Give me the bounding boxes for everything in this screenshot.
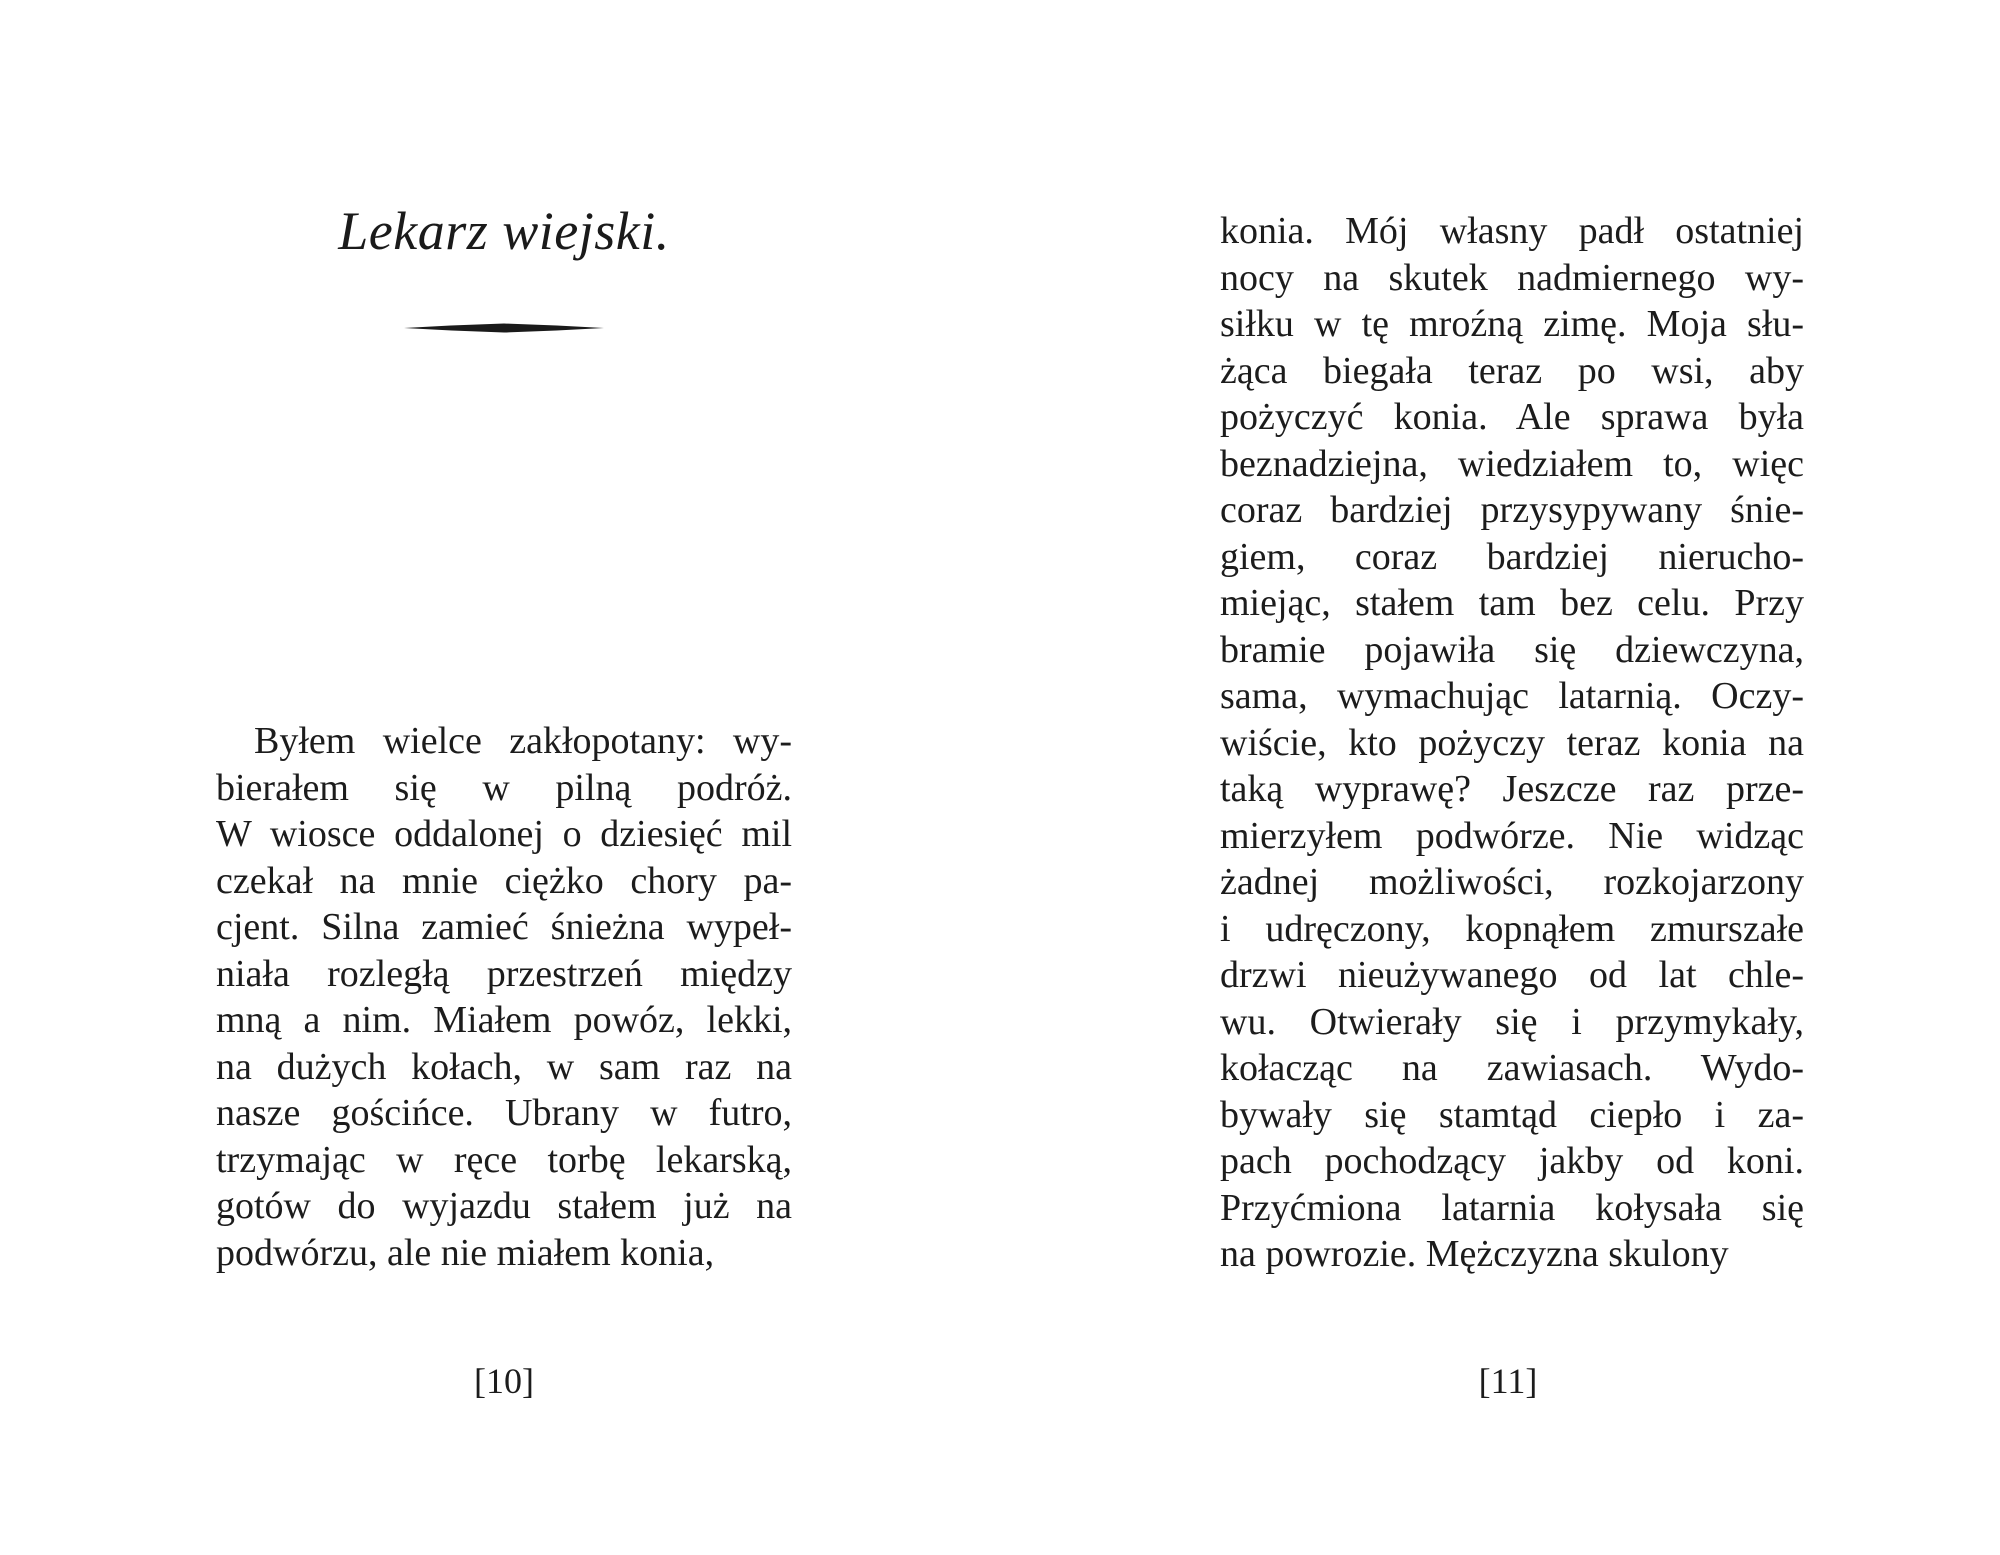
- text-line: sama, wymachując latarnią. Oczy-: [1220, 675, 1804, 717]
- right-body-text: [1220, 208, 1804, 1278]
- text-line: mną a nim. Miałem powóz, lekki,: [216, 999, 792, 1041]
- text-line: nocy na skutek nadmiernego wy-: [1220, 256, 1804, 299]
- text-line: podwórzu, ale nie miałem konia,: [216, 1231, 715, 1274]
- left-body-text: [216, 718, 792, 1276]
- text-line: beznadziejna, wiedziałem to, więc: [1220, 442, 1804, 485]
- text-line: niała rozległą przestrzeń między: [216, 952, 792, 995]
- text-line: siłku w tę mroźną zimę. Moja słu-: [1220, 303, 1804, 345]
- text-line: pach pochodzący jakby od koni.: [1220, 1140, 1804, 1182]
- text-line: cjent. Silna zamieć śnieżna wypeł-: [216, 906, 792, 948]
- text-line: bramie pojawiła się dziewczyna,: [1220, 628, 1804, 671]
- title-ornament: [404, 322, 604, 334]
- text-line: giem, coraz bardziej nierucho-: [1220, 535, 1804, 578]
- text-line: i udręczony, kopnąłem zmurszałe: [1220, 907, 1804, 950]
- text-line: taką wyprawę? Jeszcze raz prze-: [1220, 768, 1804, 810]
- text-line: na dużych kołach, w sam raz na: [216, 1045, 792, 1088]
- text-line: wu. Otwierały się i przymykały,: [1220, 1000, 1804, 1043]
- text-line: nasze gościńce. Ubrany w futro,: [216, 1092, 792, 1134]
- page-number-right: [11]: [1478, 1361, 1538, 1401]
- text-line: mierzyłem podwórze. Nie widząc: [1220, 814, 1804, 857]
- text-line: Byłem wielce zakłopotany: wy-: [254, 720, 792, 762]
- right-page: [1000, 0, 2000, 1555]
- text-line: Przyćmiona latarnia kołysała się: [1220, 1186, 1804, 1229]
- page-number-left: [10]: [474, 1361, 534, 1401]
- text-line: pożyczyć konia. Ale sprawa była: [1220, 396, 1804, 438]
- text-line: bierałem się w pilną podróż.: [216, 766, 792, 809]
- text-line: wiście, kto pożyczy teraz konia na: [1220, 721, 1804, 764]
- text-line: na powrozie. Mężczyzna skulony: [1220, 1233, 1729, 1275]
- text-line: drzwi nieużywanego od lat chle-: [1220, 954, 1804, 996]
- text-line: trzymając w ręce torbę lekarską,: [216, 1138, 792, 1181]
- text-line: gotów do wyjazdu stałem już na: [216, 1185, 792, 1227]
- text-line: konia. Mój własny padł ostatniej: [1220, 210, 1804, 252]
- text-line: coraz bardziej przysypywany śnie-: [1220, 489, 1804, 531]
- text-line: czekał na mnie ciężko chory pa-: [216, 859, 792, 902]
- chapter-title: Lekarz wiejski.: [338, 201, 670, 261]
- text-line: żadnej możliwości, rozkojarzony: [1220, 861, 1804, 903]
- text-line: miejąc, stałem tam bez celu. Przy: [1220, 582, 1804, 624]
- text-line: kołacząc na zawiasach. Wydo-: [1220, 1047, 1804, 1089]
- text-line: żąca biegała teraz po wsi, aby: [1220, 349, 1804, 392]
- text-line: bywały się stamtąd ciepło i za-: [1220, 1093, 1804, 1136]
- text-line: W wiosce oddalonej o dziesięć mil: [216, 813, 792, 855]
